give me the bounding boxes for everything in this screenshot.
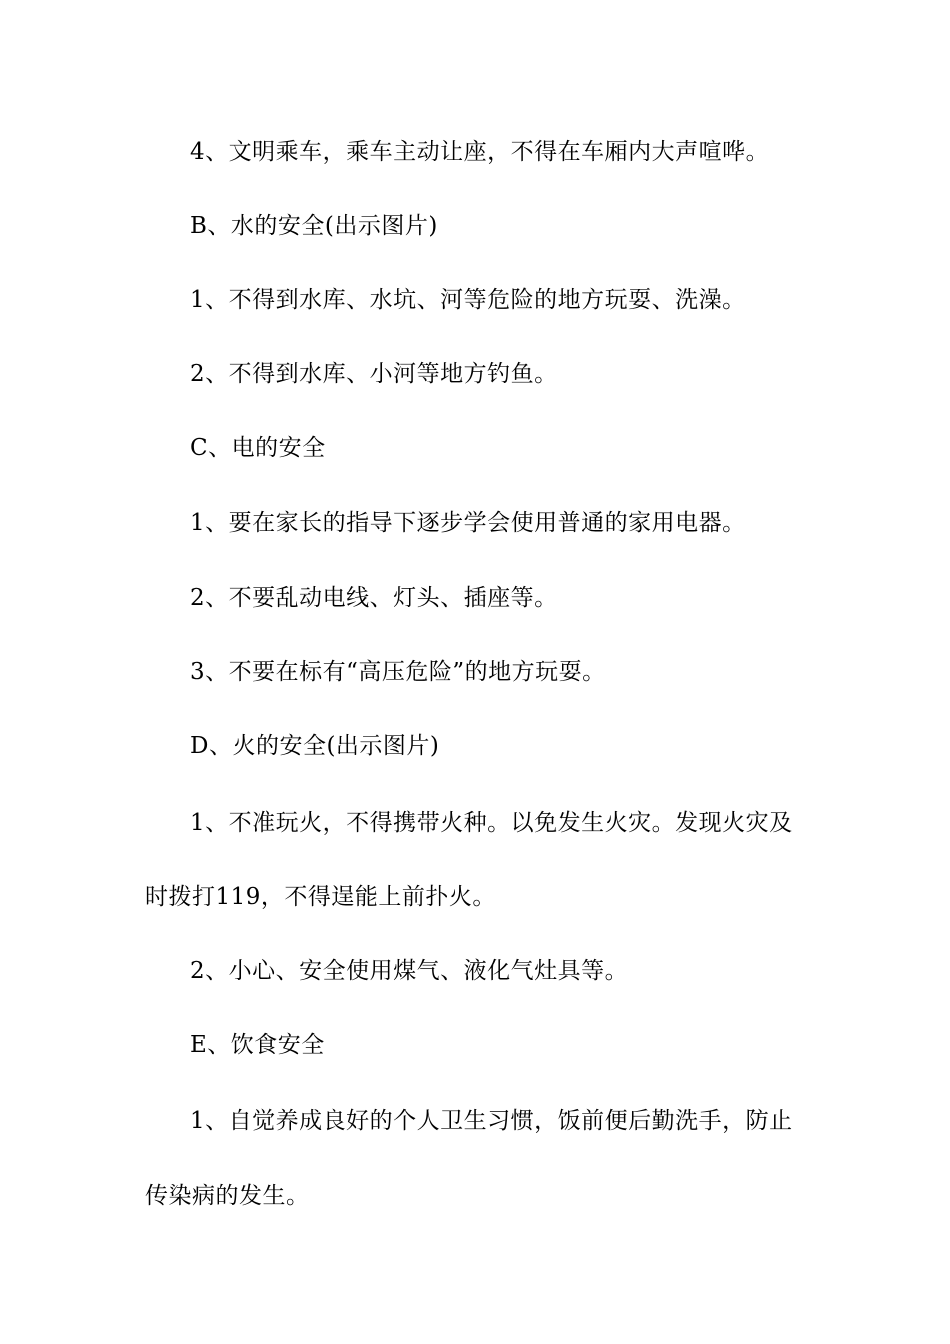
paragraph-line: 2、不要乱动电线、灯头、插座等。: [190, 585, 558, 611]
section-heading-water: B、水的安全(出示图片): [190, 213, 438, 239]
paragraph-line-continuation: 传染病的发生。: [145, 1183, 310, 1209]
section-heading-food: E、饮食安全: [190, 1032, 325, 1058]
paragraph-line: 1、要在家长的指导下逐步学会使用普通的家用电器。: [190, 510, 746, 536]
paragraph-line: 2、不得到水库、小河等地方钓鱼。: [190, 361, 558, 387]
section-heading-electricity: C、电的安全: [190, 435, 326, 461]
paragraph-line: 1、不准玩火，不得携带火种。以免发生火灾。发现火灾及: [190, 810, 793, 836]
paragraph-line: 1、自觉养成良好的个人卫生习惯，饭前便后勤洗手，防止: [190, 1108, 793, 1134]
paragraph-line: 2、小心、安全使用煤气、液化气灶具等。: [190, 958, 629, 984]
paragraph-line-continuation: 时拨打119，不得逞能上前扑火。: [145, 884, 496, 910]
section-heading-fire: D、火的安全(出示图片): [190, 733, 440, 759]
paragraph-line: 4、文明乘车，乘车主动让座，不得在车厢内大声喧哗。: [190, 139, 770, 165]
paragraph-line: 3、不要在标有“高压危险”的地方玩耍。: [190, 659, 606, 685]
paragraph-line: 1、不得到水库、水坑、河等危险的地方玩耍、洗澡。: [190, 287, 746, 313]
